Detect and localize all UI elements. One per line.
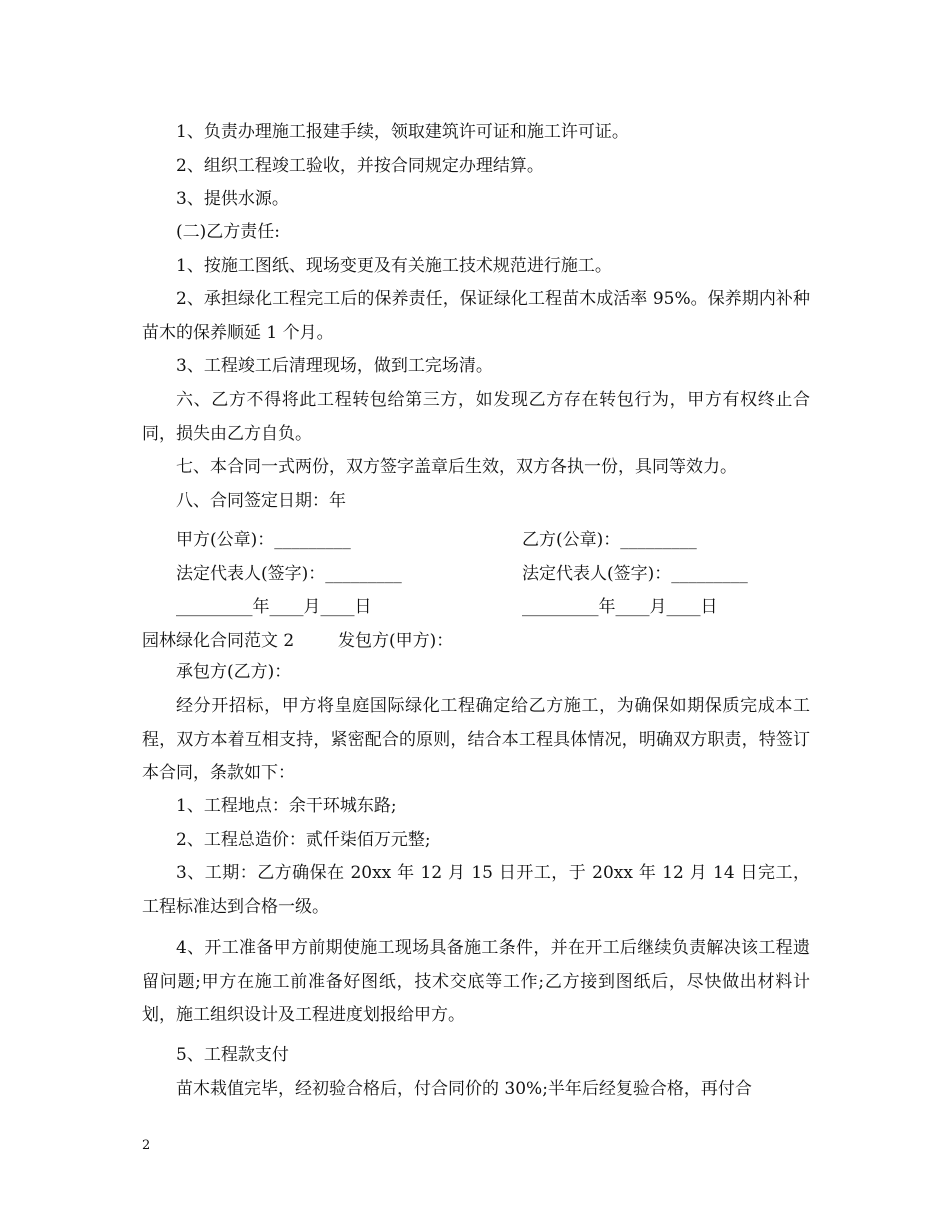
paragraph: 七、本合同一式两份，双方签字盖章后生效，双方各执一份，具同等效力。 [176, 457, 737, 477]
paragraph: 八、合同签定日期：年 [176, 491, 346, 511]
paragraph: 经分开招标，甲方将皇庭国际绿化工程确定给乙方施工，为确保如期保质完成本工程，双方本着互相支持，紧密配合的原则，结合本工程具体情况，明确双方职责，特签订本合同，条款如下： [142, 696, 810, 783]
party-b-date-line: _________年____月____日 [522, 597, 718, 617]
party-b-seal-line: 乙方(公章)：_________ [522, 530, 697, 550]
paragraph: 3、工程竣工后清理现场，做到工完场清。 [176, 356, 493, 376]
paragraph: 2、组织工程竣工验收，并按合同规定办理结算。 [176, 156, 544, 176]
party-a-seal-line: 甲方(公章)：_________ [176, 530, 351, 550]
paragraph: 2、承担绿化工程完工后的保养责任，保证绿化工程苗木成活率 95%。保养期内补种苗木的保养顺延 1 个月。 [142, 289, 810, 343]
party-a-date-line: _________年____月____日 [176, 597, 372, 617]
paragraph: 六、乙方不得将此工程转包给第三方，如发现乙方存在转包行为，甲方有权终止合同，损失由乙方自负。 [142, 390, 810, 444]
party-b-representative-line: 法定代表人(签字)：_________ [522, 564, 748, 584]
contractor-label: 承包方(乙方)： [176, 662, 292, 682]
paragraph: 3、提供水源。 [176, 189, 289, 209]
paragraph: 苗木栽值完毕，经初验合格后，付合同价的 30%;半年后经复验合格，再付合 [176, 1079, 752, 1099]
clause: 5、工程款支付 [176, 1045, 289, 1065]
paragraph: 1、负责办理施工报建手续，领取建筑许可证和施工许可证。 [176, 122, 629, 142]
clause: 4、开工准备甲方前期使施工现场具备施工条件，并在开工后继续负责解决该工程遗留问题;甲方在施工前准备好图纸，技术交底等工作;乙方接到图纸后，尽快做出材料计划，施工组织设计及工程进度划报给甲方。 [142, 938, 810, 1025]
contract-2-heading: 园林绿化合同范文 2 [142, 631, 295, 651]
section-heading: (二)乙方责任: [176, 222, 280, 242]
paragraph: 1、按施工图纸、现场变更及有关施工技术规范进行施工。 [176, 256, 612, 276]
clause: 3、工期：乙方确保在 20xx 年 12 月 15 日开工，于 20xx 年 12 月 14 日完工，工程标准达到合格一级。 [142, 863, 810, 917]
party-a-representative-line: 法定代表人(签字)：_________ [176, 564, 402, 584]
clause: 2、工程总造价：贰仟柒佰万元整; [176, 830, 431, 850]
employer-label: 发包方(甲方)： [338, 631, 454, 651]
page-number: 2 [142, 1138, 151, 1153]
clause: 1、工程地点：余干环城东路; [176, 796, 397, 816]
